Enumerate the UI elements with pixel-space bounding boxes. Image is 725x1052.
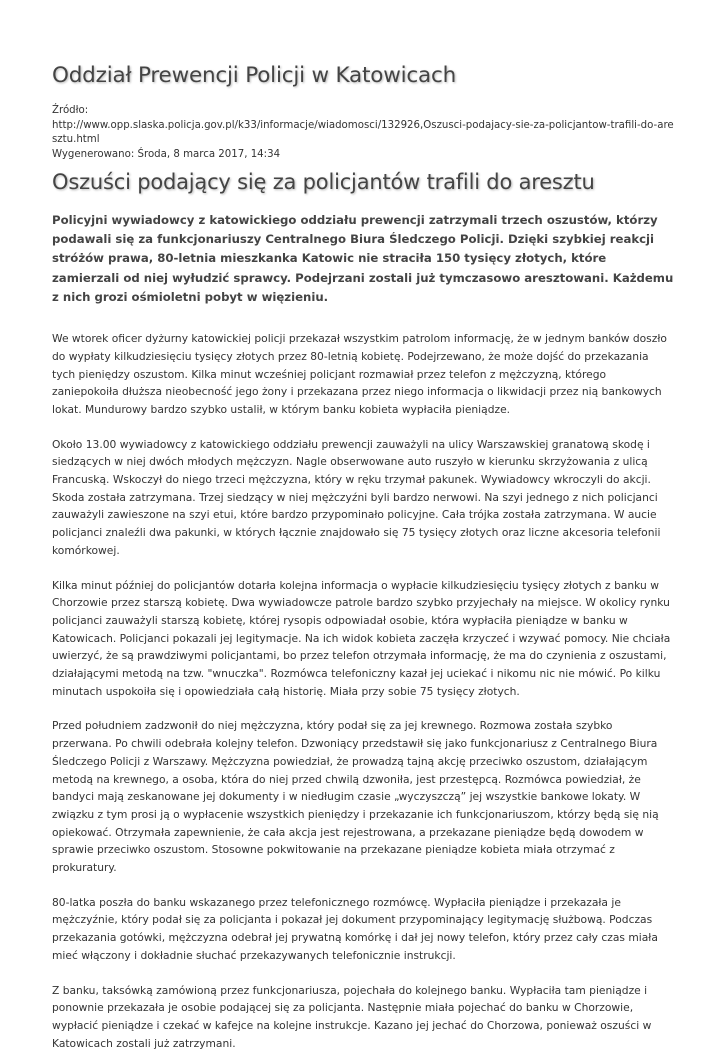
article-paragraph-3: Kilka minut później do policjantów dotarła kolejna informacja o wypłacie kilkudziesięciu tysięcy złotych z banku w Chorzowie przez starszą kobietę. Dwa wywiadowcze patrole bardzo szybko przyjechały na miejsce. W okolicy rynku policjanci zauważyli starszą kobietę, której rysopis odpowiadał osobie, która wypłaciła pieniądze w banku w Katowicach. Policjanci pokazali jej legitymacje. Na ich widok kobieta zaczęła krzyczeć i wzywać pomocy. Nie chciała uwierzyć, że są prawdziwymi policjantami, bo przez telefon otrzymała informację, że ma do czynienia z oszustami, działającymi metodą na tzw. "wnuczka". Rozmówca telefoniczny kazał jej uciekać i nikomu nic nie mówić. Po kilku minutach uspokoiła się i opowiedziała całą historię. Miała przy sobie 75 tysięcy złotych.	[52, 578, 671, 698]
document-meta	[52, 104, 675, 162]
source-url: http://www.opp.slaska.policja.gov.pl/k33/informacje/wiadomosci/132926,Oszusci-podajacy-sie-za-policjantow-trafili-do-aresztu.html	[52, 119, 674, 146]
article-paragraph-1: We wtorek oficer dyżurny katowickiej policji przekazał wszystkim patrolom informację, że w jednym banków doszło do wypłaty kilkudziesięciu tysięcy złotych przez 80-letnią kobietę. Podejrzewano, że może dojść do przekazania tych pieniędzy oszustom. Kilka minut wcześniej policjant rozmawiał przez telefon z mężczyzną, którego zaniepokoiła dłuższa nieobecność jego żony i przekazana przez niego informacja o likwidacji przez nią bankowych lokat. Mundurowy bardzo szybko ustalił, w którym banku kobieta wypłaciła pieniądze.	[52, 332, 667, 416]
article-paragraph-2: Około 13.00 wywiadowcy z katowickiego oddziału prewencji zauważyli na ulicy Warszawskiej granatową skodę i siedzących w niej dwóch młodych mężczyzn. Nagle obserwowane auto ruszyło w kierunku skrzyżowania z ulicą Francuską. Wskoczył do niego trzeci mężczyzna, który w ręku trzymał pakunek. Wywiadowcy wkroczyli do akcji. Skoda została zatrzymana. Trzej siedzący w niej mężczyźni byli bardzo nerwowi. Na szyi jednego z nich policjanci zauważyli zawieszone na szyi etui, które bardzo przypominało policyjne. Cała trójka została zatrzymana. W aucie policjanci znaleźli dwa pakunki, w których łącznie znajdowało się 75 tysięcy złotych oraz liczne akcesoria telefonii komórkowej.	[52, 437, 661, 557]
site-title: Oddział Prewencji Policji w Katowicach	[52, 63, 457, 88]
article-title: Oszuści podający się za policjantów trafili do aresztu	[52, 170, 595, 195]
article-paragraph-5: 80-latka poszła do banku wskazanego przez telefonicznego rozmówcę. Wypłaciła pieniądze i przekazała je mężczyźnie, który podał się za policjanta i pokazał jej dokument przypominający legitymację służbową. Podczas przekazania gotówki, mężczyzna odebrał jej prywatną komórkę i dał jej nowy telefon, który przez cały czas miała mieć włączony i dokładnie słuchać przekazywanych telefonicznie instrukcji.	[52, 895, 658, 962]
source-label: Źródło:	[52, 104, 89, 116]
article-paragraph-4: Przed południem zadzwonił do niej mężczyzna, który podał się za jej krewnego. Rozmowa została szybko przerwana. Po chwili odebrała kolejny telefon. Dzwoniący przedstawił się jako funkcjonariusz z Centralnego Biura Śledczego Policji z Warszawy. Mężczyzna powiedział, że prowadzą tajną akcję przeciwko oszustom, działającym metodą na krewnego, a osoba, która do niej przed chwilą dzwoniła, jest przestępcą. Rozmówca powiedział, że bandyci mają zeskanowane jej dokumenty i w niedługim czasie „wyczyszczą” jej wszystkie bankowe lokaty. W związku z tym prosi ją o wypłacenie wszystkich pieniędzy i przekazanie ich funkcjonariuszom, którzy będą się nią opiekować. Otrzymała zapewnienie, że cała akcja jest rejestrowana, a przekazane pieniądze będą dowodem w sprawie przeciwko oszustom. Stosowne pokwitowanie na przekazane pieniądze kobieta miała otrzymać z prokuratury.	[52, 719, 659, 875]
article-paragraph-6: Z banku, taksówką zamówioną przez funkcjonariusza, pojechała do kolejnego banku. Wypłaciła tam pieniądze i ponownie przekazała je osobie podającej się za policjanta. Następnie miała pojechać do banku w Chorzowie, wypłacić pieniądze i czekać w kafejce na kolejne instrukcje. Kazano jej jechać do Chorzowa, ponieważ oszuści w Katowicach zostali już zatrzymani.	[52, 983, 652, 1050]
article-lead: Policyjni wywiadowcy z katowickiego oddziału prewencji zatrzymali trzech oszustów, którzy podawali się za funkcjonariuszy Centralnego Biura Śledczego Policji. Dzięki szybkiej reakcji stróżów prawa, 80-letnia mieszkanka Katowic nie straciła 150 tysięcy złotych, które zamierzali od niej wyłudzić sprawcy. Podejrzani zostali już tymczasowo aresztowani. Każdemu z nich grozi ośmioletni pobyt w więzieniu.	[52, 212, 674, 304]
generated-date: Wygenerowano: Środa, 8 marca 2017, 14:34	[52, 148, 281, 160]
